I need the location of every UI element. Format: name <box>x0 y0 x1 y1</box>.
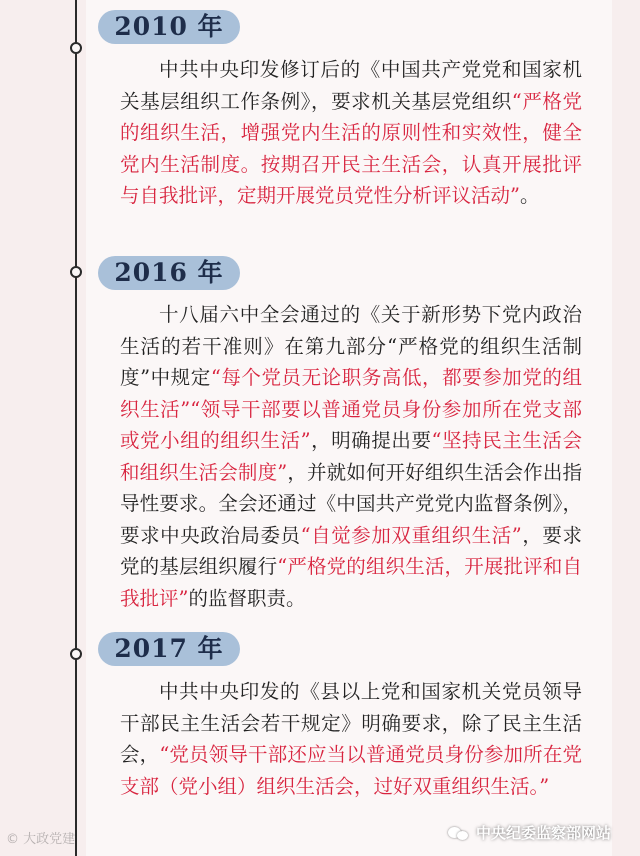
timeline-line <box>75 0 77 856</box>
body-text: 的监督职责。 <box>188 586 306 610</box>
body-text: ，明确提出要 <box>310 429 432 452</box>
year-badge-2010: 2010 年 <box>98 10 240 44</box>
year-badge-2016: 2016 年 <box>98 256 240 290</box>
watermark-right-text: 中央纪委监察部网站 <box>476 824 612 842</box>
body-text: 中共中央印发修订后的《中国共产党党和国家机关基层组织工作条例》，要求机关基层党组织 <box>120 58 582 113</box>
quote-text-red: “自觉参加双重组织生活” <box>300 523 522 547</box>
watermark-left <box>6 828 75 847</box>
body-text: ，要求党的基层组织履行 <box>120 523 582 578</box>
section-text-2017 <box>120 676 582 802</box>
timeline-node-2017 <box>70 648 82 660</box>
body-text: 。 <box>519 184 540 207</box>
body-text: ，并就如何开好组织生活会作出指导性要求。全会还通过《中国共产党党内监督条例》，要求中央政治局委员 <box>120 460 582 547</box>
quote-text-red: “坚持民主生活会和组织生活会制度” <box>120 429 582 484</box>
section-text-2016 <box>120 299 582 614</box>
quote-text-red: “严格党的组织生活，开展批评和自我批评” <box>120 555 582 610</box>
watermark-right <box>448 822 611 843</box>
quote-text-red: “党员领导干部还应当以普通党员身份参加所在党支部（党小组）组织生活会，过好双重组织生活。” <box>120 743 582 798</box>
quote-text-red: “严格党的组织生活，增强党内生活的原则性和实效性，健全党内生活制度。按期召开民主生活会，认真开展批评与自我批评，定期开展党员党性分析评议活动” <box>120 89 582 207</box>
year-badge-2017: 2017 年 <box>98 632 240 666</box>
body-text: 中共中央印发的《县以上党和国家机关党员领导干部民主生活会若干规定》明确要求，除了民主生活会， <box>120 680 582 766</box>
quote-text-red: “每个党员无论职务高低，都要参加党的组织生活”“领导干部要以普通党员身份参加所在党支部或党小组的组织生活” <box>120 366 582 452</box>
body-text: 十八届六中全会通过的《关于新形势下党内政治生活的若干准则》在第九部分“严格党的组织生活制度”中规定 <box>120 303 582 389</box>
watermark-left-text: 大政党建 <box>23 832 76 847</box>
section-text-2010 <box>120 54 582 212</box>
timeline-node-2016 <box>70 266 82 278</box>
wechat-icon <box>448 825 470 841</box>
copyright-icon: © <box>6 832 19 847</box>
timeline-node-2010 <box>70 42 82 54</box>
